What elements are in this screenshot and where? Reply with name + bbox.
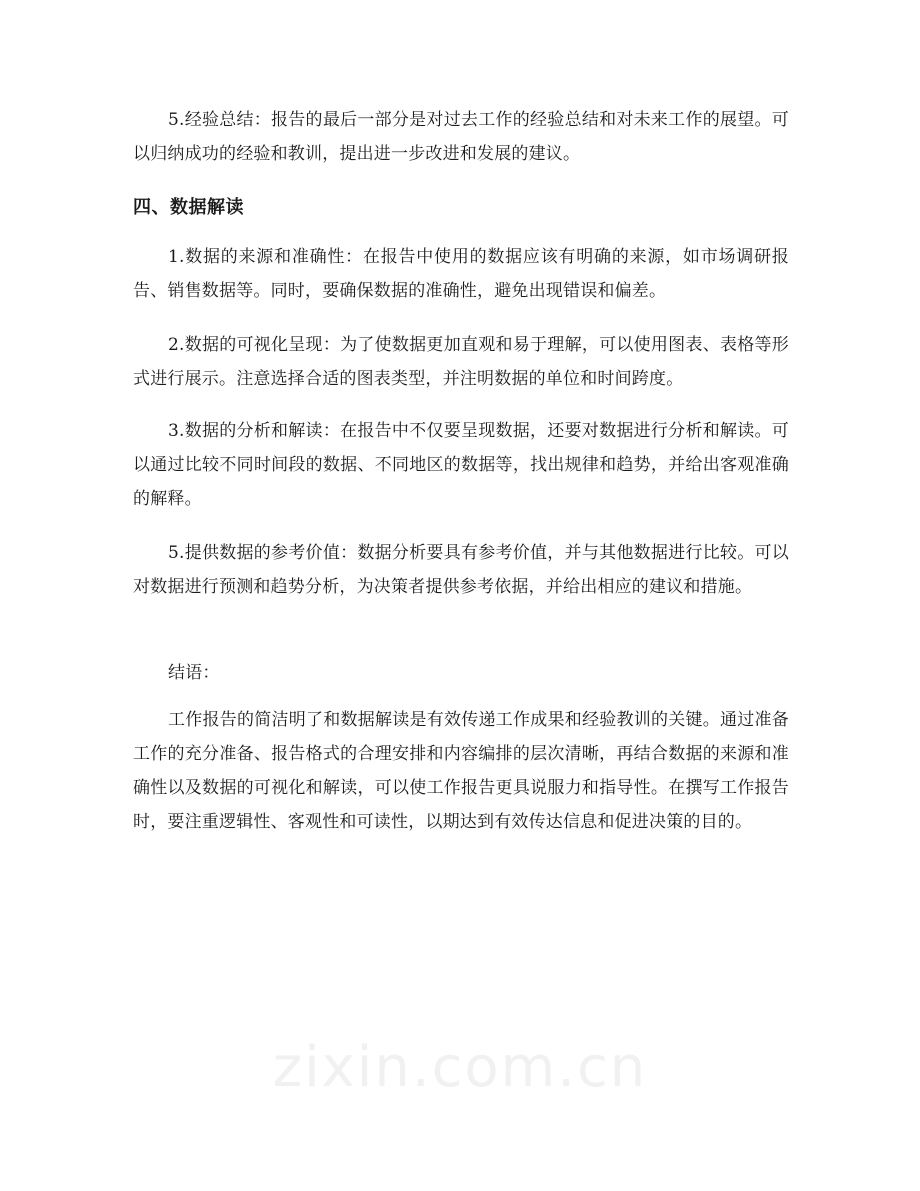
paragraph-experience-summary: 5.经验总结：报告的最后一部分是对过去工作的经验总结和对未来工作的展望。可以归纳成功的经验和教训，提出进一步改进和发展的建议。	[133, 110, 789, 164]
paragraph-data-analysis: 3.数据的分析和解读：在报告中不仅要呈现数据，还要对数据进行分析和解读。可以通过比较不同时间段的数据、不同地区的数据等，找出规律和趋势，并给出客观准确的解释。	[133, 421, 789, 509]
paragraph-data-reference: 5.提供数据的参考价值：数据分析要具有参考价值，并与其他数据进行比较。可以对数据进行预测和趋势分析，为决策者提供参考依据，并给出相应的建议和措施。	[133, 543, 789, 597]
conclusion-label: 结语：	[168, 663, 220, 683]
paragraph-data-visualization: 2.数据的可视化呈现：为了使数据更加直观和易于理解，可以使用图表、表格等形式进行展示。注意选择合适的图表类型，并注明数据的单位和时间跨度。	[133, 335, 789, 389]
section-heading-data-interpretation: 四、数据解读	[133, 197, 244, 218]
paragraph-conclusion: 工作报告的简洁明了和数据解读是有效传递工作成果和经验教训的关键。通过准备工作的充分准备、报告格式的合理安排和内容编排的层次清晰，再结合数据的来源和准确性以及数据的可视化和解读，可以使工作报告更具说服力和指导性。在撰写工作报告时，要注重逻辑性、客观性和可读性，以期达到有效传达信息和促进决策的目的。	[133, 710, 789, 832]
paragraph-data-source: 1.数据的来源和准确性：在报告中使用的数据应该有明确的来源，如市场调研报告、销售数据等。同时，要确保数据的准确性，避免出现错误和偏差。	[133, 247, 789, 301]
watermark-text: zixin.com.cn	[272, 1035, 648, 1100]
